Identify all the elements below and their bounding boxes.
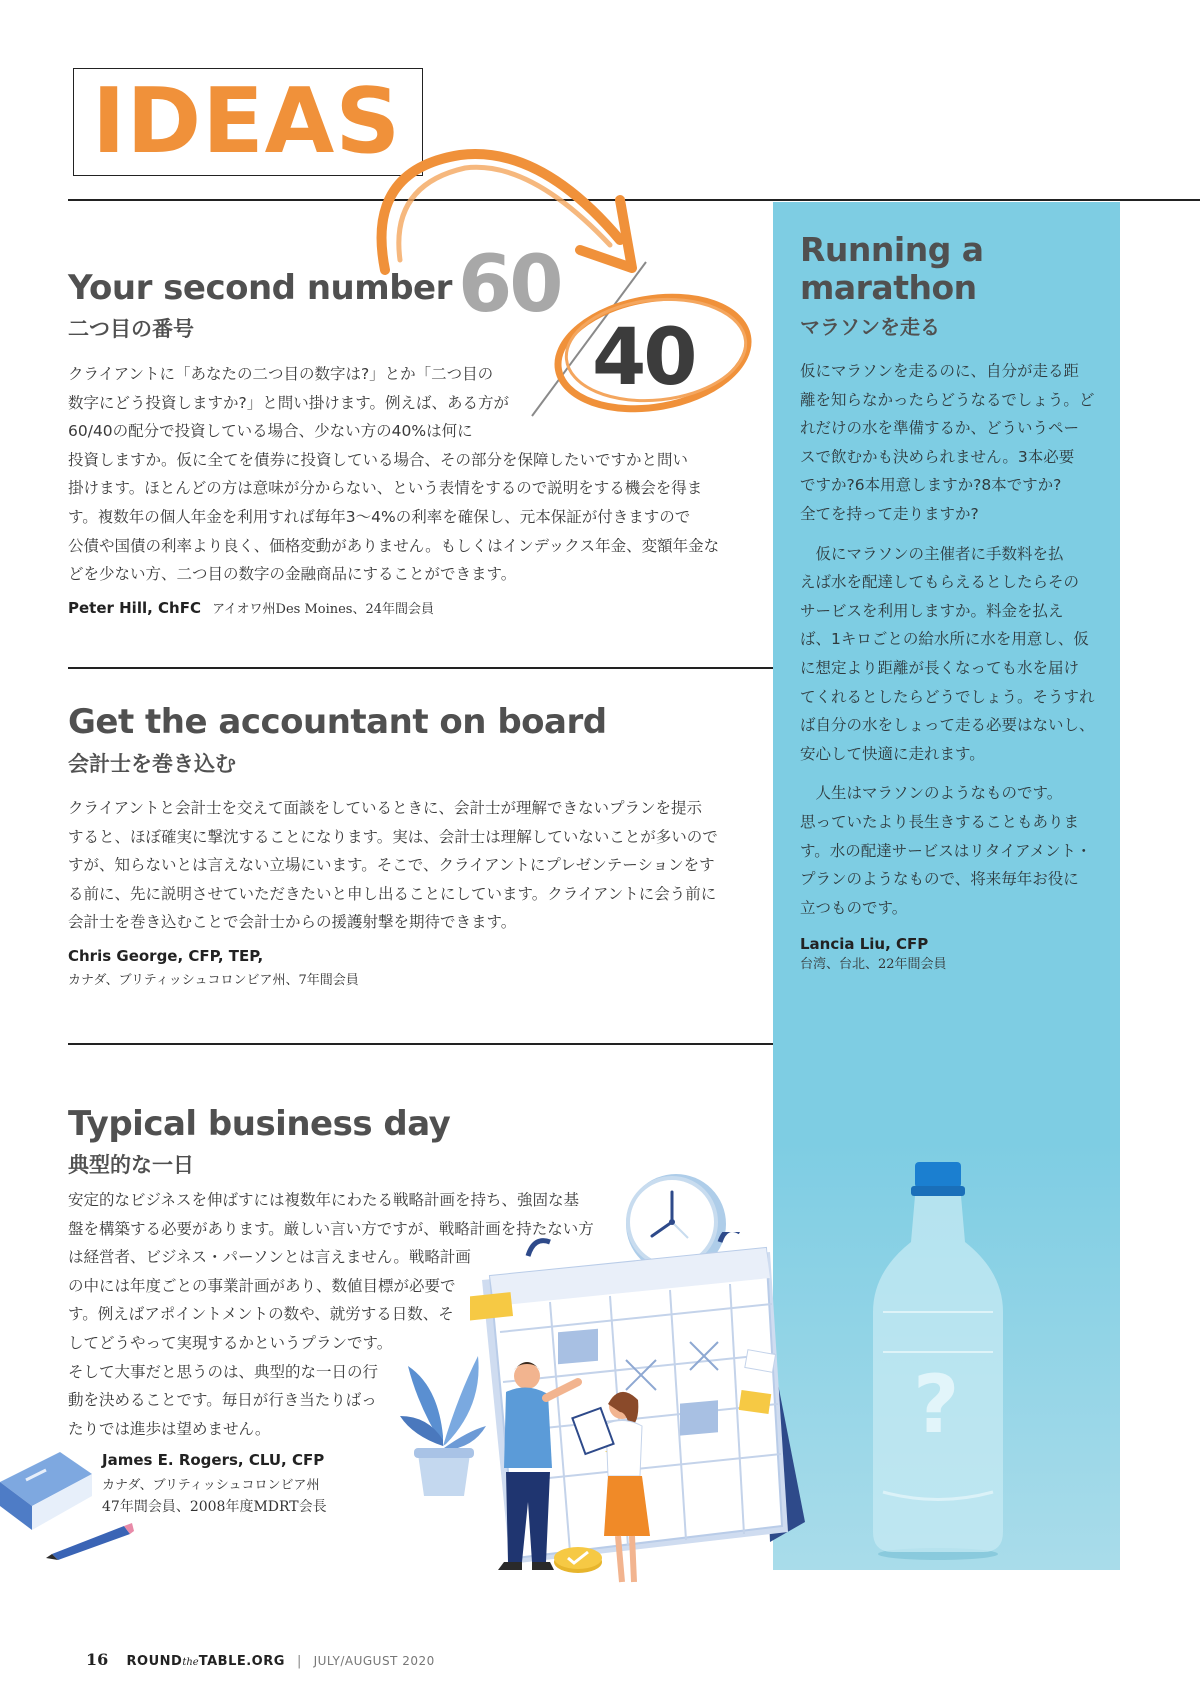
page-number: 16: [86, 1650, 109, 1669]
sidebar-para-1: 仮にマラソンを走るのに、自分が走る距 離を知らなかったらどうなるでしょう。ど れだけの水を準備するか、どういうペー スで飲むかも決められません。3本必要 ですか?6本用意しますか?8本ですか? 全てを持って走りますか?: [800, 362, 1095, 523]
article1-title: Your second number: [68, 268, 452, 308]
sidebar-title-line2: marathon: [800, 268, 977, 307]
article1-subtitle: 二つ目の番号: [68, 317, 194, 341]
article1-author-name: Peter Hill, ChFC: [68, 599, 201, 617]
article2-subtitle: 会計士を巻き込む: [68, 752, 236, 776]
sidebar-author-meta: 台湾、台北、22年間会員: [800, 957, 947, 973]
site-table: TABLE.ORG: [198, 1654, 285, 1669]
article1-byline: [68, 598, 434, 617]
section-title: IDEAS: [92, 69, 402, 174]
svg-text:?: ?: [913, 1358, 960, 1451]
issue-date: JULY/AUGUST 2020: [313, 1654, 435, 1668]
calendar-board-icon: [470, 1232, 820, 1592]
page-footer: [86, 1650, 435, 1669]
article2-body: クライアントと会計士を交えて面談をしているときに、会計士が理解できないプランを提示 すると、ほぼ確実に撃沈することになります。実は、会計士は理解していないことが多いので すが、知らないとは言えない立場にいます。そこで、クライアントにプレゼンテーションをす る前に、先に説明させていただきたいと申し出ることにしています。クライアントに会う前に 会計士を巻き込むことで会計士からの援護射撃を期待できます。: [68, 799, 718, 932]
sidebar-para-2: 仮にマラソンの主催者に手数料を払 えば水を配達してもらえるとしたらその サービスを利用しますか。料金を払え ば、1キロごとの給水所に水を用意し、仮 に想定より距離が長くなっても水を届け てくれるとしたらどうでしょう。そうすれ ば自分の水をしょって走る必要はないし、 安心して快適に走れます。: [800, 544, 1095, 763]
water-bottle-icon: [853, 1162, 1023, 1562]
number-60: 60: [458, 240, 561, 330]
sidebar-author-name: Lancia Liu, CFP: [800, 935, 929, 954]
article3-title: Typical business day: [68, 1104, 451, 1144]
site-the: the: [182, 1657, 199, 1668]
divider-1: [68, 667, 773, 669]
pencil-icon: [46, 1520, 136, 1560]
footer-separator: |: [297, 1654, 302, 1669]
number-40: 40: [592, 313, 695, 403]
article1-body: クライアントに「あなたの二つ目の数字は?」とか「二つ目の 数字にどう投資しますか?」と問い掛けます。例えば、ある方が 60/40の配分で投資している場合、少ない方の40%は何に 投資しますか。仮に全てを債券に投資している場合、その部分を保障したいですかと問い 掛けます。ほとんどの方は意味が分からない、という表情をするので説明をする機会を得ま す。複数年の個人年金を利用すれば毎年3〜4%の利率を確保し、元本保証が付きますので 公債や国債の利率より良く、価格変動がありません。もしくはインデックス年金、変額年金な どを少ない方、二つ目の数字の金融商品にすることができます。: [68, 365, 720, 584]
sidebar-title-line1: Running a: [800, 230, 984, 269]
sidebar-para-3: 人生はマラソンのようなものです。 思っていたより長生きすることもありま す。水の配達サービスはリタイアメント・ プランのようなもので、将来毎年お役に 立つものです。: [800, 784, 1092, 917]
sidebar-body: [800, 357, 1100, 975]
article2-author-name: Chris George, CFP, TEP,: [68, 947, 264, 965]
divider-2: [68, 1043, 773, 1045]
article1-author-meta: アイオワ州Des Moines、24年間会員: [212, 602, 435, 617]
article2-title: Get the accountant on board: [68, 702, 607, 742]
article2-author-meta: カナダ、ブリティッシュコロンビア州、7年間会員: [68, 973, 359, 988]
article3-author-meta-1: カナダ、ブリティッシュコロンビア州: [102, 1478, 320, 1493]
site-round: ROUND: [126, 1654, 183, 1669]
article3-author-name: James E. Rogers, CLU, CFP: [102, 1451, 325, 1469]
article3-subtitle: 典型的な一日: [68, 1153, 194, 1177]
article3-author-meta-2: 47年間会員、2008年度MDRT会長: [102, 1499, 327, 1515]
sidebar-subtitle: マラソンを走る: [800, 315, 940, 339]
article3-body: 安定的なビジネスを伸ばすには複数年にわたる戦略計画を持ち、強固な基 盤を構築する必要があります。厳しい言い方ですが、戦略計画を持たない方 は経営者、ビジネス・パーソンとは言えません。戦略計画 の中には年度ごとの事業計画があり、数値目標が必要で す。例えばアポイントメントの数や、就労する日数、そ してどうやって実現するかというプランです。 そして大事だと思うのは、典型的な一日の行 動を決めることです。毎日が行き当たりばっ たりでは進歩は望めません。: [68, 1191, 594, 1438]
